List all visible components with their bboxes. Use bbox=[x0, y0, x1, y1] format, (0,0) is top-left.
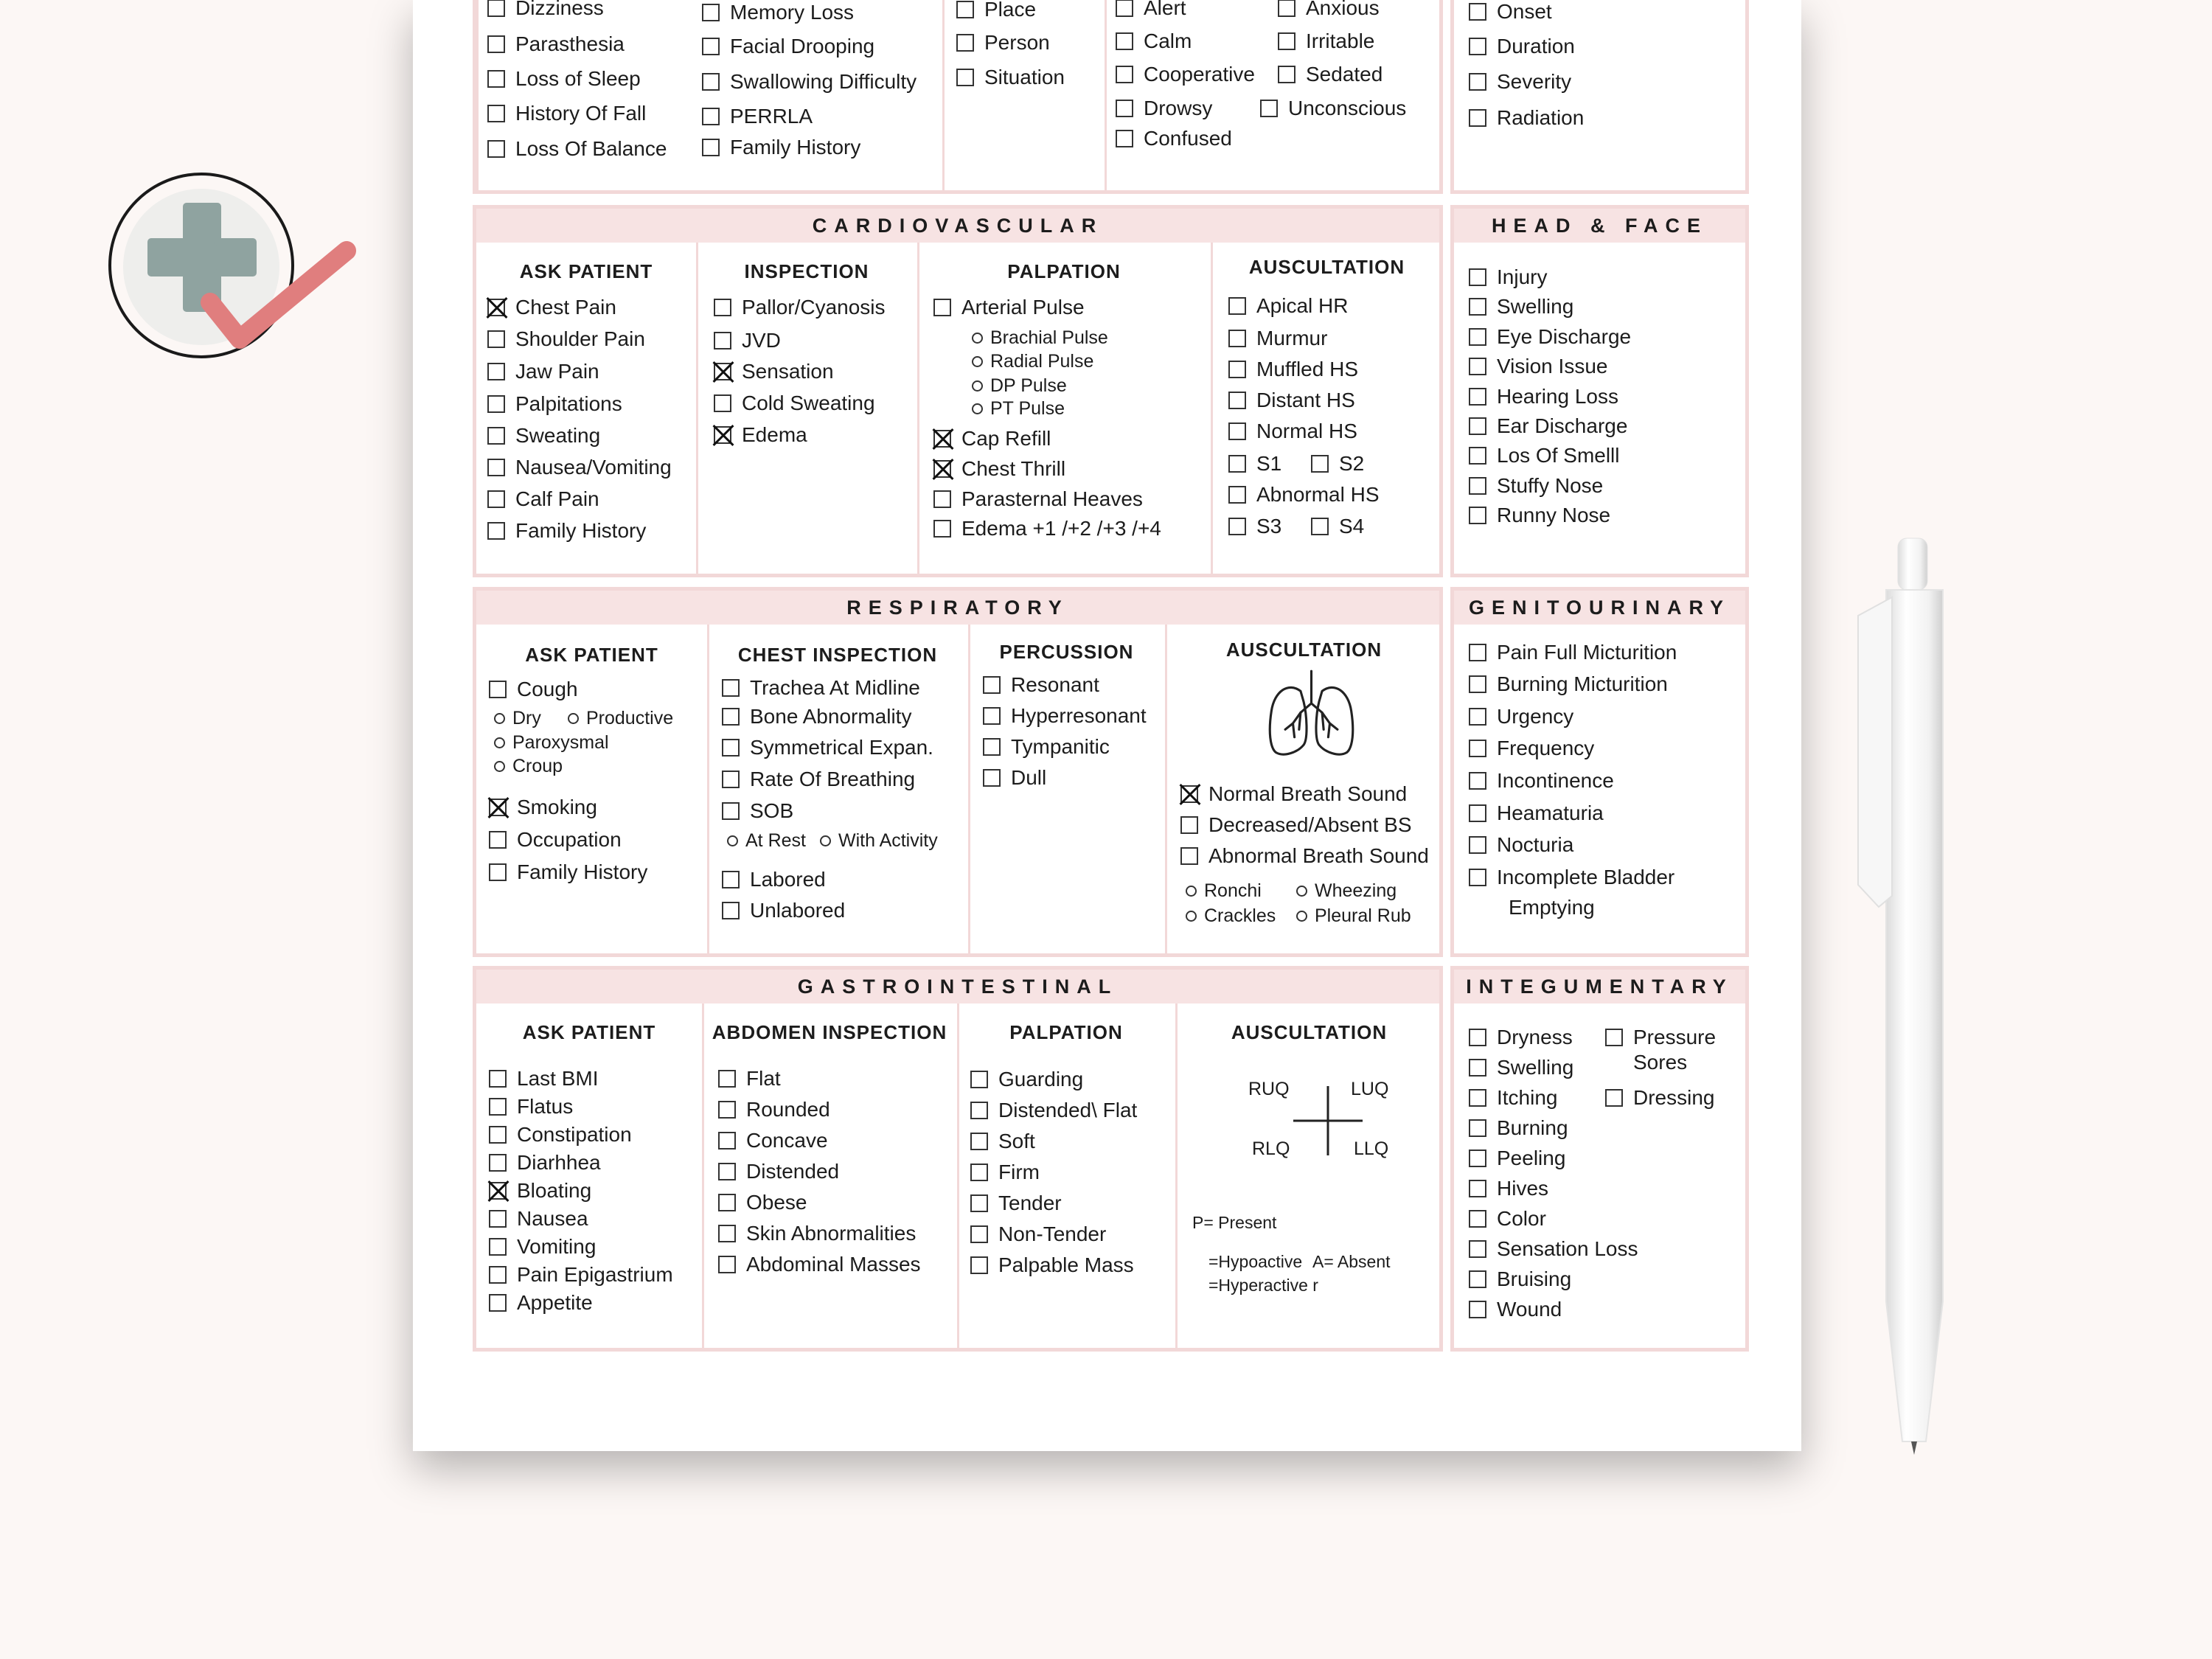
check-item[interactable]: Nausea/Vomiting bbox=[487, 456, 672, 479]
integumentary-section bbox=[1450, 966, 1749, 1352]
check-item[interactable]: Ear Discharge bbox=[1469, 414, 1627, 438]
column-header: ASK PATIENT bbox=[525, 644, 658, 666]
check-item[interactable]: Last BMI bbox=[489, 1067, 598, 1091]
legend-text: =Hypoactive bbox=[1208, 1252, 1303, 1271]
check-item[interactable]: S1 bbox=[1228, 452, 1281, 476]
pain-section bbox=[1450, 0, 1749, 194]
check-item[interactable]: Confused bbox=[1116, 127, 1232, 150]
check-item[interactable]: Los Of Smelll bbox=[1469, 444, 1620, 467]
check-item[interactable]: Duration bbox=[1469, 35, 1575, 58]
check-item[interactable]: Sensation Loss bbox=[1469, 1237, 1638, 1261]
check-item[interactable]: Calm bbox=[1116, 29, 1192, 53]
radio-option[interactable]: PT Pulse bbox=[972, 397, 1065, 420]
check-item[interactable]: Loss of Sleep bbox=[487, 67, 641, 91]
check-item[interactable]: Dull bbox=[983, 766, 1046, 790]
check-item[interactable]: Incomplete Bladder bbox=[1469, 866, 1674, 889]
check-item[interactable]: Vomiting bbox=[489, 1235, 596, 1259]
check-item[interactable]: Burning Micturition bbox=[1469, 672, 1668, 696]
check-item[interactable]: Obese bbox=[718, 1191, 807, 1214]
check-item[interactable]: Pallor/Cyanosis bbox=[714, 296, 886, 319]
check-item[interactable]: Bruising bbox=[1469, 1267, 1571, 1291]
assessment-sheet bbox=[413, 0, 1801, 1451]
radio-option[interactable]: Croup bbox=[494, 755, 563, 777]
section-title: HEAD & FACE bbox=[1454, 209, 1745, 243]
lungs-icon bbox=[1265, 668, 1357, 760]
check-item[interactable]: Resonant bbox=[983, 673, 1099, 697]
check-item[interactable]: Parasthesia bbox=[487, 32, 625, 56]
check-item[interactable]: Injury bbox=[1469, 265, 1547, 289]
check-item[interactable]: Hyperresonant bbox=[983, 704, 1147, 728]
check-item[interactable]: Incontinence bbox=[1469, 769, 1614, 793]
check-item[interactable]: Hearing Loss bbox=[1469, 385, 1618, 408]
check-item[interactable]: Swelling bbox=[1469, 1056, 1573, 1079]
check-item[interactable]: Drowsy bbox=[1116, 97, 1212, 120]
check-item[interactable]: Place bbox=[956, 0, 1036, 21]
check-item[interactable]: Nausea bbox=[489, 1207, 588, 1231]
check-item[interactable]: Jaw Pain bbox=[487, 360, 599, 383]
check-item[interactable]: Normal Breath Sound bbox=[1180, 782, 1407, 806]
check-item[interactable]: Non-Tender bbox=[970, 1222, 1106, 1246]
check-item[interactable]: Murmur bbox=[1228, 327, 1327, 350]
legend-text: A= Absent bbox=[1312, 1252, 1391, 1271]
check-item[interactable]: Stuffy Nose bbox=[1469, 474, 1603, 498]
section-title: RESPIRATORY bbox=[476, 591, 1439, 625]
column-header: PALPATION bbox=[1007, 260, 1121, 282]
check-item[interactable]: Cough bbox=[489, 678, 578, 701]
column-header: AUSCULTATION bbox=[1248, 256, 1405, 278]
check-item[interactable]: Dizziness bbox=[487, 0, 604, 20]
quadrant-label: LLQ bbox=[1354, 1138, 1389, 1159]
column-header: INSPECTION bbox=[744, 260, 869, 282]
neuro-section bbox=[473, 0, 1443, 194]
check-item[interactable]: Frequency bbox=[1469, 737, 1594, 760]
check-item[interactable]: Tympanitic bbox=[983, 735, 1110, 759]
check-item[interactable]: Muffled HS bbox=[1228, 358, 1358, 381]
check-item[interactable]: Distended bbox=[718, 1160, 839, 1183]
check-item[interactable]: Itching bbox=[1469, 1086, 1558, 1110]
check-item[interactable]: Abnormal HS bbox=[1228, 483, 1380, 507]
check-item[interactable]: PERRLA bbox=[702, 105, 813, 128]
check-item[interactable]: Vision Issue bbox=[1469, 355, 1607, 378]
check-item[interactable]: Bloating bbox=[489, 1179, 591, 1203]
check-item[interactable]: Flatus bbox=[489, 1095, 573, 1119]
check-item[interactable]: Facial Drooping bbox=[702, 35, 874, 58]
check-item[interactable]: Pain Epigastrium bbox=[489, 1263, 673, 1287]
radio-option[interactable]: DP Pulse bbox=[972, 375, 1067, 397]
check-item[interactable]: Heamaturia bbox=[1469, 801, 1604, 825]
check-item[interactable]: Pressure bbox=[1605, 1026, 1716, 1049]
check-item[interactable]: Flat bbox=[718, 1067, 781, 1091]
check-item[interactable]: Occupation bbox=[489, 828, 622, 852]
check-item[interactable]: Palpable Mass bbox=[970, 1253, 1134, 1277]
check-item[interactable]: Edema bbox=[714, 423, 807, 447]
radio-option[interactable]: Productive bbox=[568, 707, 673, 729]
check-item[interactable]: Memory Loss bbox=[702, 1, 854, 24]
check-item[interactable]: Dressing bbox=[1605, 1086, 1714, 1110]
check-item[interactable]: SOB bbox=[722, 799, 793, 823]
legend-text: =Hyperactive r bbox=[1208, 1276, 1318, 1295]
radio-option[interactable]: Crackles bbox=[1186, 905, 1276, 927]
check-item[interactable]: Apical HR bbox=[1228, 294, 1348, 318]
check-item[interactable]: Onset bbox=[1469, 0, 1552, 24]
quadrant-label: RUQ bbox=[1248, 1079, 1290, 1099]
radio-option[interactable]: Wheezing bbox=[1296, 880, 1397, 902]
radio-option[interactable]: With Activity bbox=[820, 830, 938, 852]
check-item[interactable]: Alert bbox=[1116, 0, 1186, 20]
check-item[interactable]: Palpitations bbox=[487, 392, 622, 416]
radio-option[interactable]: Dry bbox=[494, 707, 541, 729]
check-item[interactable]: Family History bbox=[489, 860, 647, 884]
genitourinary-section bbox=[1450, 587, 1749, 957]
check-item[interactable]: Concave bbox=[718, 1129, 828, 1152]
check-item[interactable]: Abdominal Masses bbox=[718, 1253, 921, 1276]
check-item[interactable]: Constipation bbox=[489, 1123, 632, 1147]
check-item[interactable]: Tender bbox=[970, 1192, 1062, 1215]
check-item[interactable]: Cooperative bbox=[1116, 63, 1255, 86]
check-item[interactable]: Normal HS bbox=[1228, 420, 1357, 443]
quadrant-label: RLQ bbox=[1252, 1138, 1290, 1159]
column-header: ASK PATIENT bbox=[522, 1021, 656, 1043]
check-item[interactable]: Sweating bbox=[487, 424, 600, 448]
check-item[interactable]: S3 bbox=[1228, 515, 1281, 538]
check-item[interactable]: Chest Thrill bbox=[933, 457, 1065, 481]
radio-option[interactable]: Radial Pulse bbox=[972, 350, 1093, 372]
check-item[interactable]: Shoulder Pain bbox=[487, 327, 645, 351]
check-item[interactable]: Chest Pain bbox=[487, 296, 616, 319]
check-item[interactable]: Trachea At Midline bbox=[722, 676, 920, 700]
gastrointestinal-section bbox=[473, 966, 1443, 1352]
check-item[interactable]: S4 bbox=[1311, 515, 1364, 538]
check-item[interactable]: Loss Of Balance bbox=[487, 137, 667, 161]
column-header: AUSCULTATION bbox=[1225, 639, 1382, 661]
check-item[interactable]: Wound bbox=[1469, 1298, 1562, 1321]
check-item[interactable]: Urgency bbox=[1469, 705, 1573, 728]
check-item[interactable]: Arterial Pulse bbox=[933, 296, 1085, 319]
radio-option[interactable]: Pleural Rub bbox=[1296, 905, 1411, 927]
section-title: GENITOURINARY bbox=[1454, 591, 1745, 625]
check-item[interactable]: Sensation bbox=[714, 360, 834, 383]
check-item[interactable]: Situation bbox=[956, 66, 1065, 89]
check-item[interactable]: Rate Of Breathing bbox=[722, 768, 915, 791]
column-header: CHEST INSPECTION bbox=[737, 644, 938, 666]
check-item[interactable]: Swelling bbox=[1469, 295, 1573, 319]
check-item[interactable]: Swallowing Difficulty bbox=[702, 70, 917, 94]
item-continuation: Sores bbox=[1633, 1051, 1688, 1074]
column-header: AUSCULTATION bbox=[1231, 1021, 1388, 1043]
check-item[interactable]: Smoking bbox=[489, 796, 597, 819]
radio-option[interactable]: Ronchi bbox=[1186, 880, 1262, 902]
check-item[interactable]: Family History bbox=[702, 136, 860, 159]
check-item[interactable]: Guarding bbox=[970, 1068, 1083, 1091]
quadrant-label: LUQ bbox=[1351, 1079, 1389, 1099]
column-header: ASK PATIENT bbox=[519, 260, 653, 282]
section-title: INTEGUMENTARY bbox=[1454, 970, 1745, 1004]
check-item[interactable]: Distended\ Flat bbox=[970, 1099, 1137, 1122]
check-item[interactable]: Sedated bbox=[1278, 63, 1382, 86]
check-item[interactable]: Peeling bbox=[1469, 1147, 1565, 1170]
item-continuation: Emptying bbox=[1509, 896, 1595, 919]
check-item[interactable]: Burning bbox=[1469, 1116, 1568, 1140]
medical-cross-check-icon bbox=[107, 162, 361, 369]
check-item[interactable]: Eye Discharge bbox=[1469, 325, 1631, 349]
pen-icon bbox=[1843, 535, 1969, 1464]
check-item[interactable]: Nocturia bbox=[1469, 833, 1573, 857]
check-item[interactable]: Soft bbox=[970, 1130, 1035, 1153]
check-item[interactable]: Pain Full Micturition bbox=[1469, 641, 1677, 664]
check-item[interactable]: Diarhhea bbox=[489, 1151, 601, 1175]
check-item[interactable]: Person bbox=[956, 31, 1050, 55]
check-item[interactable]: JVD bbox=[714, 329, 781, 352]
radio-option[interactable]: At Rest bbox=[727, 830, 806, 852]
check-item[interactable]: Family History bbox=[487, 519, 646, 543]
check-item[interactable]: Unconscious bbox=[1260, 97, 1406, 120]
check-item[interactable]: Distant HS bbox=[1228, 389, 1355, 412]
respiratory-section bbox=[473, 587, 1443, 957]
column-header: PALPATION bbox=[1009, 1021, 1123, 1043]
check-item[interactable]: Appetite bbox=[489, 1291, 593, 1315]
cardiovascular-section bbox=[473, 205, 1443, 577]
check-item[interactable]: Severity bbox=[1469, 70, 1571, 94]
check-item[interactable]: Abnormal Breath Sound bbox=[1180, 844, 1429, 868]
check-item[interactable]: Labored bbox=[722, 868, 826, 891]
check-item[interactable]: Firm bbox=[970, 1161, 1040, 1184]
check-item[interactable]: Cap Refill bbox=[933, 427, 1051, 451]
check-item[interactable]: Anxious bbox=[1278, 0, 1380, 20]
check-item[interactable]: Bone Abnormality bbox=[722, 705, 911, 728]
head-face-section bbox=[1450, 205, 1749, 577]
check-item[interactable]: Runny Nose bbox=[1469, 504, 1610, 527]
check-item[interactable]: History Of Fall bbox=[487, 102, 646, 125]
check-item[interactable]: Calf Pain bbox=[487, 487, 599, 511]
check-item[interactable]: Unlabored bbox=[722, 899, 845, 922]
check-item[interactable]: Skin Abnormalities bbox=[718, 1222, 916, 1245]
check-item[interactable]: Cold Sweating bbox=[714, 392, 875, 415]
check-item[interactable]: Dryness bbox=[1469, 1026, 1573, 1049]
radio-option[interactable]: Brachial Pulse bbox=[972, 327, 1108, 349]
check-item[interactable]: Rounded bbox=[718, 1098, 830, 1121]
column-header: ABDOMEN INSPECTION bbox=[712, 1021, 947, 1043]
check-item[interactable]: S2 bbox=[1311, 452, 1364, 476]
legend-text: P= Present bbox=[1192, 1213, 1277, 1232]
check-item[interactable]: Hives bbox=[1469, 1177, 1548, 1200]
check-item[interactable]: Irritable bbox=[1278, 29, 1374, 53]
check-item[interactable]: Parasternal Heaves bbox=[933, 487, 1143, 511]
section-title: CARDIOVASCULAR bbox=[476, 209, 1439, 243]
radio-option[interactable]: Paroxysmal bbox=[494, 731, 609, 754]
check-item[interactable]: Edema +1 /+2 /+3 /+4 bbox=[933, 517, 1161, 540]
check-item[interactable]: Radiation bbox=[1469, 106, 1584, 130]
check-item[interactable]: Color bbox=[1469, 1207, 1546, 1231]
check-item[interactable]: Symmetrical Expan. bbox=[722, 736, 933, 759]
section-title: GASTROINTESTINAL bbox=[476, 970, 1439, 1004]
column-header: PERCUSSION bbox=[999, 641, 1134, 663]
check-item[interactable]: Decreased/Absent BS bbox=[1180, 813, 1412, 837]
